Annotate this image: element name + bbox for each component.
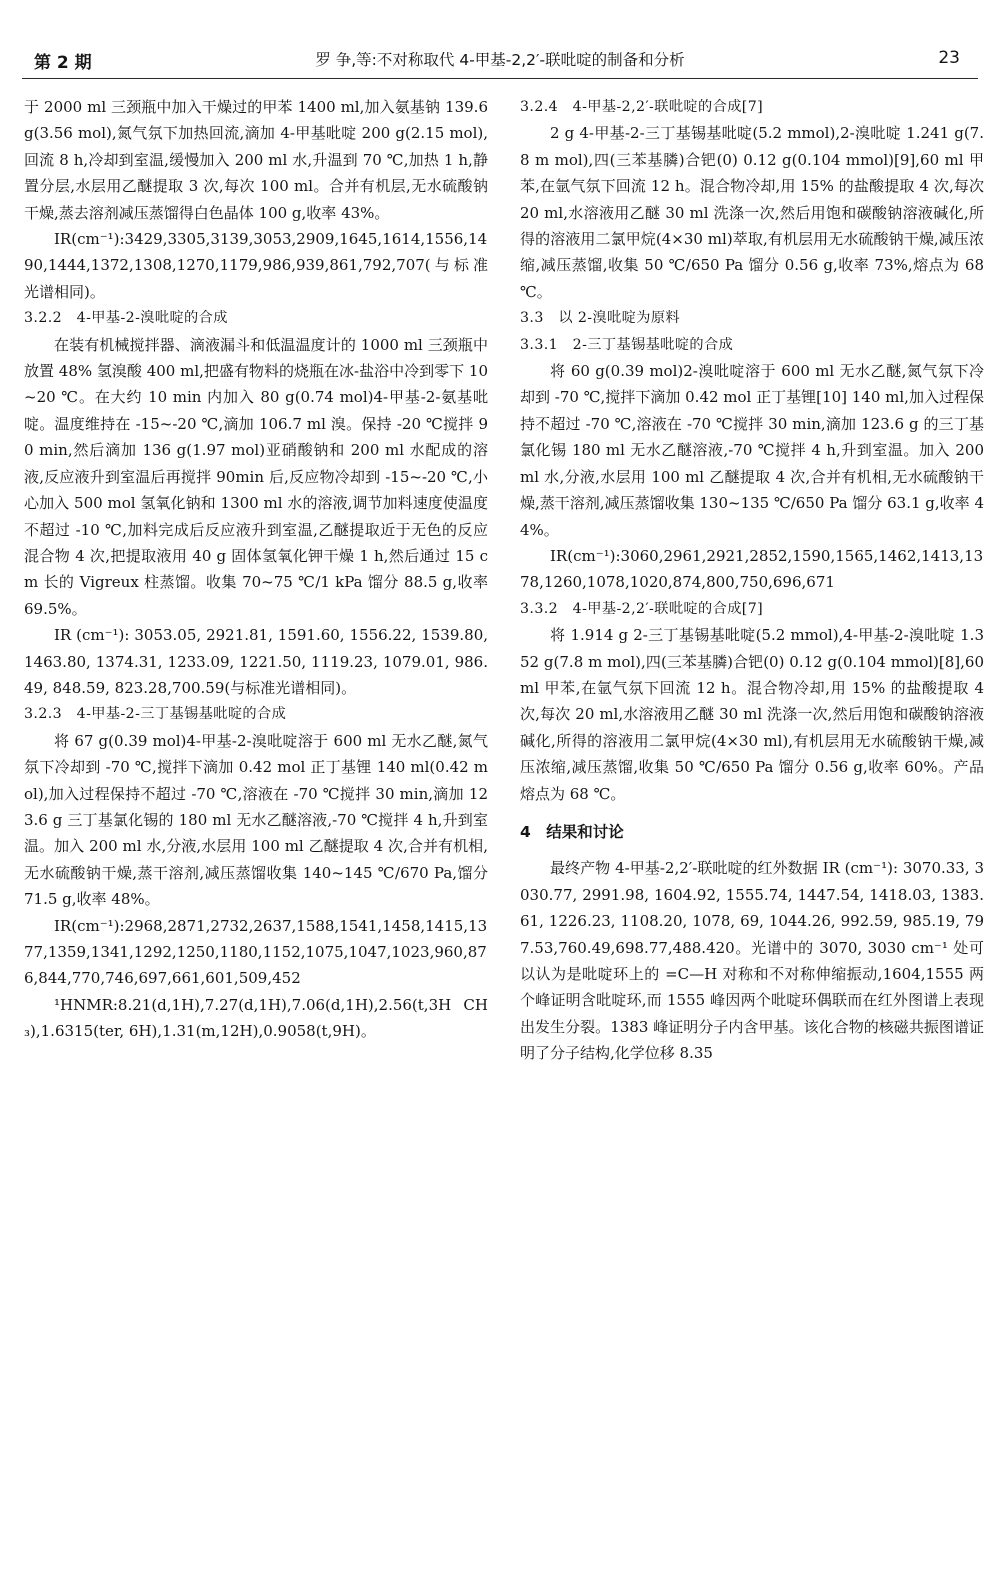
section-heading: 4 结果和讨论 [520,822,624,841]
issue-number: 第 2 期 [34,53,92,73]
paragraph: 将 1.914 g 2-三丁基锡基吡啶(5.2 mmol),4-甲基-2-溴吡啶 1.352 g(7.8 m mol),四(三苯基膦)合钯(0) 0.12 g(0.104 mmol)[8],60 ml 甲苯,在氩气氛下回流 12 h。混合物冷却,用 15% 的盐酸提取 4 次,每次 20 ml,水溶液用乙醚 30 ml 洗涤一次,然后用饱和碳酸钠溶液碱化,所得的溶液用二氯甲烷(4×30 ml),有机层用无水硫酸钠干燥,减压浓缩,减压蒸馏,收集 50 ℃/650 Pa 馏分 0.56 g,收率 60%。产品熔点为 68 ℃。 [520,626,984,803]
paragraph: 于 2000 ml 三颈瓶中加入干燥过的甲苯 1400 ml,加入氨基钠 139.6 g(3.56 mol),氮气氛下加热回流,滴加 4-甲基吡啶 200 g(2.15 mol),回流 8 h,冷却到室温,缓慢加入 200 ml 水,升温到 70 ℃,加热 1 h,静置分层,水层用乙醚提取 3 次,每次 100 ml。合并有机层,无水硫酸钠干燥,蒸去溶剂减压蒸馏得白色晶体 100 g,收率 43%。 [24,98,488,222]
paragraph: IR (cm⁻¹): 3053.05, 2921.81, 1591.60, 1556.22, 1539.80, 1463.80, 1374.31, 1233.09, 1221.50, 1119.23, 1079.01, 986.49, 848.59, 823.28,700.59(与标准光谱相同)。 [24,626,488,697]
running-title: 罗 争,等:不对称取代 4-甲基-2,2′-联吡啶的制备和分析 [315,51,685,69]
subsection-heading: 3.2.2 4-甲基-2-溴吡啶的合成 [24,310,228,327]
page-number: 23 [938,48,960,68]
subsection-heading: 3.2.4 4-甲基-2,2′-联吡啶的合成[7] [520,99,764,115]
subsection-heading: 3.2.3 4-甲基-2-三丁基锡基吡啶的合成 [24,706,287,723]
left-column [24,94,488,1045]
paragraph: IR(cm⁻¹):2968,2871,2732,2637,1588,1541,1458,1415,1377,1359,1341,1292,1250,1180,1152,1075,1047,1023,960,876,844,770,746,697,661,601,509,452 [24,916,488,988]
paragraph: 在装有机械搅拌器、滴液漏斗和低温温度计的 1000 ml 三颈瓶中放置 48% 氢溴酸 400 ml,把盛有物料的烧瓶在冰-盐浴中冷到零下 10~20 ℃。在大约 10 min 内加入 80 g(0.74 mol)4-甲基-2-氨基吡啶。温度维持在 -15~-20 ℃,滴加 106.7 ml 溴。保持 -20 ℃搅拌 90 min,然后滴加 136 g(1.97 mol)亚硝酸钠和 200 ml 水配成的溶液,反应液升到室温后再搅拌 90min 后,反应物冷却到 -15~-20 ℃,小心加入 500 mol 氢氧化钠和 1300 ml 水的溶液,调节加料速度使温度不超过 -10 ℃,加料完成后反应液升到室温,乙醚提取近于无色的反应混合物 4 次,把提取液用 40 g 固体氢氧化钾干燥 1 h,然后通过 15 cm 长的 Vigreux 柱蒸馏。收集 70~75 ℃/1 kPa 馏分 88.5 g,收率 69.5%。 [24,335,488,618]
paragraph: ¹HNMR:8.21(d,1H),7.27(d,1H),7.06(d,1H),2.56(t,3H CH₃),1.6315(ter, 6H),1.31(m,12H),0.9058(t,9H)。 [24,995,488,1041]
subsection-heading: 3.3.2 4-甲基-2,2′-联吡啶的合成[7] [520,600,764,617]
right-column [520,94,984,1067]
paragraph: 2 g 4-甲基-2-三丁基锡基吡啶(5.2 mmol),2-溴吡啶 1.241 g(7.8 m mol),四(三苯基膦)合钯(0) 0.12 g(0.104 mmol)[9],60 ml 甲苯,在氩气氛下回流 12 h。混合物冷却,用 15% 的盐酸提取 4 次,每次 20 ml,水溶液用乙醚 30 ml 洗涤一次,然后用饱和碳酸钠溶液碱化,所得的溶液用二氯甲烷(4×30 ml)萃取,有机层用无水硫酸钠干燥,减压浓缩,减压蒸馏,收集 50 ℃/650 Pa 馏分 0.56 g,收率 73%,熔点为 68 ℃。 [520,124,984,301]
paragraph: IR(cm⁻¹):3429,3305,3139,3053,2909,1645,1614,1556,1490,1444,1372,1308,1270,1179,986,939,861,792,707(与标准光谱相同)。 [24,230,488,301]
paragraph: IR(cm⁻¹):3060,2961,2921,2852,1590,1565,1462,1413,1378,1260,1078,1020,874,800,750,696,671 [520,546,984,592]
subsection-heading: 3.3 以 2-溴吡啶为原料 [520,310,680,327]
subsection-heading: 3.3.1 2-三丁基锡基吡啶的合成 [520,336,734,353]
paragraph: 最终产物 4-甲基-2,2′-联吡啶的红外数据 IR (cm⁻¹): 3070.33, 3030.77, 2991.98, 1604.92, 1555.74, 1447.54, 1418.03, 1383.61, 1226.23, 1108.20, 1078, 69, 1044.26, 992.59, 985.19, 797.53,760.49,698.77,488.420。光谱中的 3070, 3030 cm⁻¹ 处可以认为是吡啶环上的 =C—H 对称和不对称伸缩振动,1604,1555 两个峰证明含吡啶环,而 1555 峰因两个吡啶环偶联而在红外图谱上表现出发生分裂。1383 峰证明分子内含甲基。该化合物的核磁共振图谱证明了分子结构,化学位移 8.35 [520,859,984,1063]
paragraph: 将 67 g(0.39 mol)4-甲基-2-溴吡啶溶于 600 ml 无水乙醚,氮气氛下冷却到 -70 ℃,搅拌下滴加 0.42 mol 正丁基锂 140 ml(0.42 mol),加入过程保持不超过 -70 ℃,溶液在 -70 ℃搅拌 30 min,滴加 123.6 g 三丁基氯化锡的 180 ml 无水乙醚溶液,-70 ℃搅拌 4 h,升到室温。加入 200 ml 水,分液,水层用 100 ml 乙醚提取 4 次,合并有机相,无水硫酸钠干燥,蒸干溶剂,减压蒸馏收集 140~145 ℃/670 Pa,馏分 71.5 g,收率 48%。 [24,731,488,909]
running-header [22,36,978,79]
paragraph: 将 60 g(0.39 mol)2-溴吡啶溶于 600 ml 无水乙醚,氮气氛下冷却到 -70 ℃,搅拌下滴加 0.42 mol 正丁基锂[10] 140 ml,加入过程保持不超过 -70 ℃,溶液在 -70 ℃搅拌 30 min,滴加 123.6 g 的三丁基氯化锡 180 ml 无水乙醚溶液,-70 ℃搅拌 4 h,升到室温。加入 200 ml 水,分液,水层用 100 ml 乙醚提取 4 次,合并有机相,无水硫酸钠干燥,蒸干溶剂,减压蒸馏收集 130~135 ℃/650 Pa 馏分 63.1 g,收率 44%。 [520,362,984,539]
